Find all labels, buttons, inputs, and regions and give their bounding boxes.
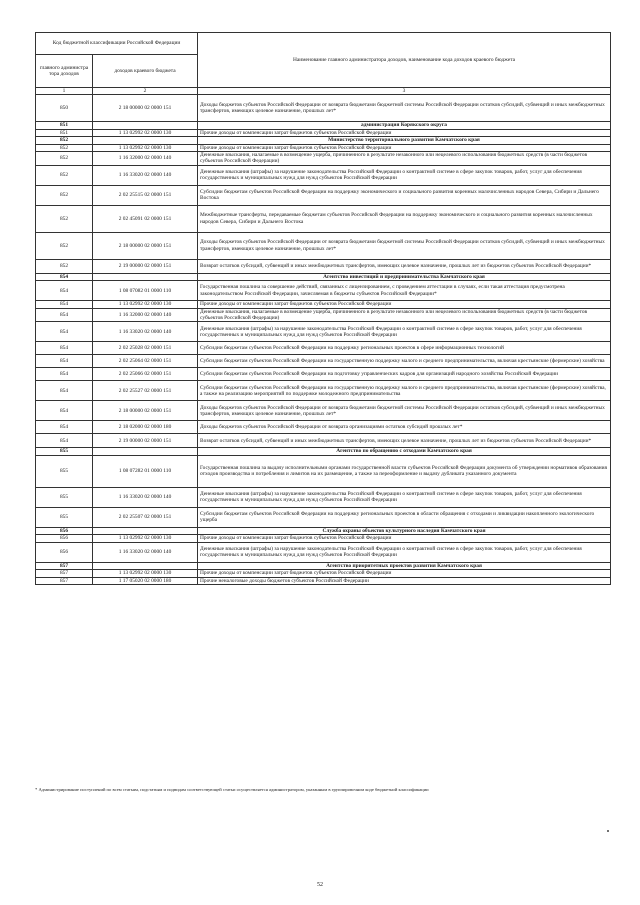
- admin-code-cell: 852: [36, 259, 93, 273]
- table-row: [36, 421, 611, 434]
- table-row: [36, 507, 611, 527]
- description-cell: Прочие доходы от компенсации затрат бюджетов субъектов Российской Федерации: [198, 535, 611, 542]
- revenue-code-cell: 2 02 45091 02 0000 151: [93, 205, 198, 232]
- table-row: [36, 259, 611, 273]
- agency-row: [36, 448, 611, 455]
- table-row: [36, 434, 611, 448]
- agency-row: [36, 137, 611, 144]
- revenue-code-cell: 2 02 25028 02 0000 151: [93, 342, 198, 355]
- admin-code-cell: 852: [36, 165, 93, 185]
- admin-code-cell: 852: [36, 144, 93, 151]
- description-cell: Возврат остатков субсидий, субвенций и иных межбюджетных трансфертов, имеющих целевое назначение, прошлых лет из бюджетов субъектов Российской Федерации*: [198, 259, 611, 273]
- header-row-numbers: [36, 88, 611, 95]
- admin-code-cell: 852: [36, 205, 93, 232]
- admin-code-cell: 854: [36, 281, 93, 301]
- agency-row: [36, 527, 611, 534]
- description-cell: Субсидии бюджетам субъектов Российской Федерации на поддержку региональных проектов в сфере информационных технологий: [198, 342, 611, 355]
- admin-code-cell: 855: [36, 455, 93, 487]
- description-cell: Доходы бюджетов субъектов Российской Федерации от возврата бюджетами бюджетной системы Российской Федерации остатков субсидий, субвенций и иных межбюджетных трансфертов, имеющих целевое назначение, прошлых лет*: [198, 232, 611, 259]
- admin-code-cell: 854: [36, 308, 93, 322]
- description-cell: Денежные взыскания (штрафы) за нарушение законодательства Российской Федерации о контрактной системе в сфере закупок товаров, работ, услуг для обеспечения государственных и муниципальных нужд для нужд субъектов Российской Федерации: [198, 487, 611, 507]
- revenue-code-cell: 1 16 32000 02 0000 140: [93, 152, 198, 166]
- table-row: [36, 152, 611, 166]
- description-cell: Субсидии бюджетам субъектов Российской Федерации на государственную поддержку малого и среднего предпринимательства, включая крестьянские (фермерские) хозяйства, а также на реализацию мероприятий по поддержке молодежного предпринимательства: [198, 381, 611, 401]
- description-cell: Прочие доходы от компенсации затрат бюджетов субъектов Российской Федерации: [198, 301, 611, 308]
- table-row: [36, 232, 611, 259]
- description-cell: Доходы бюджетов субъектов Российской Федерации от возврата бюджетами бюджетной системы Российской Федерации остатков субсидий, субвенций и иных межбюджетных трансфертов, имеющих целевое назначение, прошлых лет*: [198, 401, 611, 421]
- table-row: [36, 487, 611, 507]
- description-cell: Агентство по обращению с отходами Камчатского края: [198, 448, 611, 455]
- agency-row: [36, 273, 611, 280]
- table-row: [36, 205, 611, 232]
- table-row: [36, 144, 611, 151]
- header-row-group: [36, 33, 611, 55]
- header-name-column: Наименование главного администратора доходов, наименование кода доходов краевого бюджета: [198, 33, 611, 88]
- revenue-code-cell: 2 18 00000 02 0000 151: [93, 95, 198, 122]
- revenue-code-cell: 1 17 05020 02 0000 180: [93, 577, 198, 584]
- admin-code-cell: 855: [36, 487, 93, 507]
- stray-mark: [607, 830, 609, 832]
- footnote: * Администрирование поступлений по всем статьям, подстатьям и подвидам соответствующей статьи осуществляется администратором, указанным в группировочном коде бюджетной классификации: [35, 787, 429, 792]
- description-cell: Денежные взыскания (штрафы) за нарушение законодательства Российской Федерации о контрактной системе в сфере закупок товаров, работ, услуг для обеспечения государственных и муниципальных нужд для нужд субъектов Российской Федерации: [198, 542, 611, 562]
- revenue-code-cell: [93, 273, 198, 280]
- revenue-code-cell: [93, 448, 198, 455]
- admin-code-cell: 851: [36, 122, 93, 129]
- revenue-code-cell: 2 19 00000 02 0000 151: [93, 259, 198, 273]
- admin-code-cell: 852: [36, 137, 93, 144]
- description-cell: Государственная пошлина за совершение действий, связанных с лицензированием, с проведением аттестации в случаях, если такая аттестация предусмотрена законодательством Российской Федерации, зачисляемая в бюджеты субъектов Российской Федерации*: [198, 281, 611, 301]
- revenue-code-cell: 1 16 33020 02 0000 140: [93, 542, 198, 562]
- admin-code-cell: 854: [36, 368, 93, 381]
- revenue-code-cell: [93, 122, 198, 129]
- description-cell: Денежные взыскания (штрафы) за нарушение законодательства Российской Федерации о контрактной системе в сфере закупок товаров, работ, услуг для обеспечения государственных и муниципальных нужд для нужд субъектов Российской Федерации: [198, 165, 611, 185]
- revenue-code-cell: 2 19 00000 02 0000 151: [93, 434, 198, 448]
- admin-code-cell: 855: [36, 448, 93, 455]
- table-row: [36, 455, 611, 487]
- revenue-code-cell: 1 16 33020 02 0000 140: [93, 322, 198, 342]
- revenue-code-cell: 2 02 25507 02 0000 151: [93, 507, 198, 527]
- page-number: 52: [317, 882, 323, 888]
- admin-code-cell: 854: [36, 301, 93, 308]
- revenue-code-cell: 2 02 25064 02 0000 151: [93, 355, 198, 368]
- table-row: [36, 342, 611, 355]
- revenue-code-cell: 1 16 33020 02 0000 140: [93, 487, 198, 507]
- table-row: [36, 308, 611, 322]
- description-cell: Возврат остатков субсидий, субвенций и иных межбюджетных трансфертов, имеющих целевое назначение, прошлых лет из бюджетов субъектов Российской Федерации*: [198, 434, 611, 448]
- header-num-3: 3: [198, 88, 611, 95]
- revenue-code-cell: 1 08 07282 01 0000 110: [93, 455, 198, 487]
- header-admin-column: главного администра тора доходов: [36, 55, 93, 88]
- table-row: [36, 401, 611, 421]
- admin-code-cell: 857: [36, 562, 93, 569]
- description-cell: Прочие доходы от компенсации затрат бюджетов субъектов Российской Федерации: [198, 570, 611, 577]
- admin-code-cell: 852: [36, 185, 93, 205]
- revenue-code-cell: 1 13 02992 02 0000 130: [93, 144, 198, 151]
- table-row: [36, 301, 611, 308]
- revenue-code-cell: 1 16 32000 02 0000 140: [93, 308, 198, 322]
- description-cell: администрация Корякского округа: [198, 122, 611, 129]
- revenue-code-cell: 1 13 02992 02 0000 130: [93, 570, 198, 577]
- admin-code-cell: 857: [36, 570, 93, 577]
- revenue-classification-table: [35, 32, 611, 585]
- table-row: [36, 281, 611, 301]
- description-cell: Межбюджетные трансферты, передаваемые бюджетам субъектов Российской Федерации на поддержку экономического и социального развития коренных малочисленных народов Севера, Сибири и Дальнего Востока: [198, 205, 611, 232]
- admin-code-cell: 855: [36, 507, 93, 527]
- admin-code-cell: 854: [36, 421, 93, 434]
- admin-code-cell: 852: [36, 232, 93, 259]
- admin-code-cell: 856: [36, 535, 93, 542]
- revenue-code-cell: 1 13 02992 02 0000 130: [93, 301, 198, 308]
- admin-code-cell: 854: [36, 342, 93, 355]
- description-cell: Денежные взыскания, налагаемые в возмещение ущерба, причиненного в результате незаконного или нецелевого использования бюджетных средств (в части бюджетов субъектов Российской Федерации): [198, 308, 611, 322]
- description-cell: Агентство приоритетных проектов развития Камчатского края: [198, 562, 611, 569]
- header-revenue-column: доходов краевого бюджета: [93, 55, 198, 88]
- revenue-code-cell: 1 13 02992 02 0000 130: [93, 535, 198, 542]
- description-cell: Агентство инвестиций и предпринимательства Камчатского края: [198, 273, 611, 280]
- description-cell: Денежные взыскания (штрафы) за нарушение законодательства Российской Федерации о контрактной системе в сфере закупок товаров, работ, услуг для обеспечения государственных и муниципальных нужд для нужд субъектов Российской Федерации: [198, 322, 611, 342]
- agency-row: [36, 122, 611, 129]
- revenue-code-cell: 2 02 25527 02 0000 151: [93, 381, 198, 401]
- description-cell: Доходы бюджетов субъектов Российской Федерации от возврата бюджетами бюджетной системы Российской Федерации остатков субсидий, субвенций и иных межбюджетных трансфертов, имеющих целевое назначение, прошлых лет*: [198, 95, 611, 122]
- admin-code-cell: 854: [36, 273, 93, 280]
- table-row: [36, 355, 611, 368]
- description-cell: Денежные взыскания, налагаемые в возмещение ущерба, причиненного в результате незаконного или нецелевого использования бюджетных средств (в части бюджетов субъектов Российской Федерации): [198, 152, 611, 166]
- admin-code-cell: 857: [36, 577, 93, 584]
- table-row: [36, 165, 611, 185]
- admin-code-cell: 854: [36, 381, 93, 401]
- admin-code-cell: 851: [36, 129, 93, 136]
- table-row: [36, 95, 611, 122]
- admin-code-cell: 854: [36, 355, 93, 368]
- description-cell: Министерство территориального развития Камчатского края: [198, 137, 611, 144]
- admin-code-cell: 854: [36, 401, 93, 421]
- table-row: [36, 129, 611, 136]
- revenue-code-cell: [93, 137, 198, 144]
- description-cell: Государственная пошлина за выдачу исполнительными органами государственной власти субъектов Российской Федерации документа об утверждении нормативов образования отходов производства и потребления и лимитов на их размещение, а также за переоформление и выдачу дубликата указанного документа: [198, 455, 611, 487]
- table-row: [36, 368, 611, 381]
- header-code-group: Код бюджетной классификации Российской Федерации: [36, 33, 198, 55]
- admin-code-cell: 854: [36, 434, 93, 448]
- admin-code-cell: 856: [36, 527, 93, 534]
- revenue-code-cell: 1 13 02992 02 0000 130: [93, 129, 198, 136]
- description-cell: Прочие доходы от компенсации затрат бюджетов субъектов Российской Федерации: [198, 144, 611, 151]
- description-cell: Субсидии бюджетам субъектов Российской Федерации на подготовку управленческих кадров для организаций народного хозяйства Российской Федерации: [198, 368, 611, 381]
- revenue-code-cell: 2 18 00000 02 0000 151: [93, 232, 198, 259]
- admin-code-cell: 852: [36, 152, 93, 166]
- table-row: [36, 381, 611, 401]
- description-cell: Субсидии бюджетам субъектов Российской Федерации на поддержку региональных проектов в области обращения с отходами и ликвидации накопленного экологического ущерба: [198, 507, 611, 527]
- header-num-1: 1: [36, 88, 93, 95]
- revenue-code-cell: 2 18 00000 02 0000 151: [93, 401, 198, 421]
- revenue-code-cell: 2 18 02000 02 0000 180: [93, 421, 198, 434]
- admin-code-cell: 856: [36, 542, 93, 562]
- description-cell: Субсидии бюджетам субъектов Российской Федерации на поддержку экономического и социального развития коренных малочисленных народов Севера, Сибири и Дальнего Востока: [198, 185, 611, 205]
- revenue-code-cell: 1 08 07082 01 0000 110: [93, 281, 198, 301]
- table-row: [36, 535, 611, 542]
- description-cell: Прочие неналоговые доходы бюджетов субъектов Российской Федерации: [198, 577, 611, 584]
- table-row: [36, 185, 611, 205]
- revenue-code-cell: [93, 562, 198, 569]
- description-cell: Субсидии бюджетам субъектов Российской Федерации на государственную поддержку малого и среднего предпринимательства, включая крестьянские (фермерские) хозяйства: [198, 355, 611, 368]
- revenue-code-cell: 2 02 25066 02 0000 151: [93, 368, 198, 381]
- table-row: [36, 322, 611, 342]
- admin-code-cell: 850: [36, 95, 93, 122]
- table-row: [36, 577, 611, 584]
- revenue-code-cell: 2 02 25515 02 0000 151: [93, 185, 198, 205]
- description-cell: Прочие доходы от компенсации затрат бюджетов субъектов Российской Федерации: [198, 129, 611, 136]
- agency-row: [36, 562, 611, 569]
- header-num-2: 2: [93, 88, 198, 95]
- admin-code-cell: 854: [36, 322, 93, 342]
- description-cell: Доходы бюджетов субъектов Российской Федерации от возврата организациями остатков субсидий прошлых лет*: [198, 421, 611, 434]
- table-row: [36, 570, 611, 577]
- revenue-code-cell: 1 16 33020 02 0000 140: [93, 165, 198, 185]
- description-cell: Служба охраны объектов культурного наследия Камчатского края: [198, 527, 611, 534]
- revenue-code-cell: [93, 527, 198, 534]
- table-row: [36, 542, 611, 562]
